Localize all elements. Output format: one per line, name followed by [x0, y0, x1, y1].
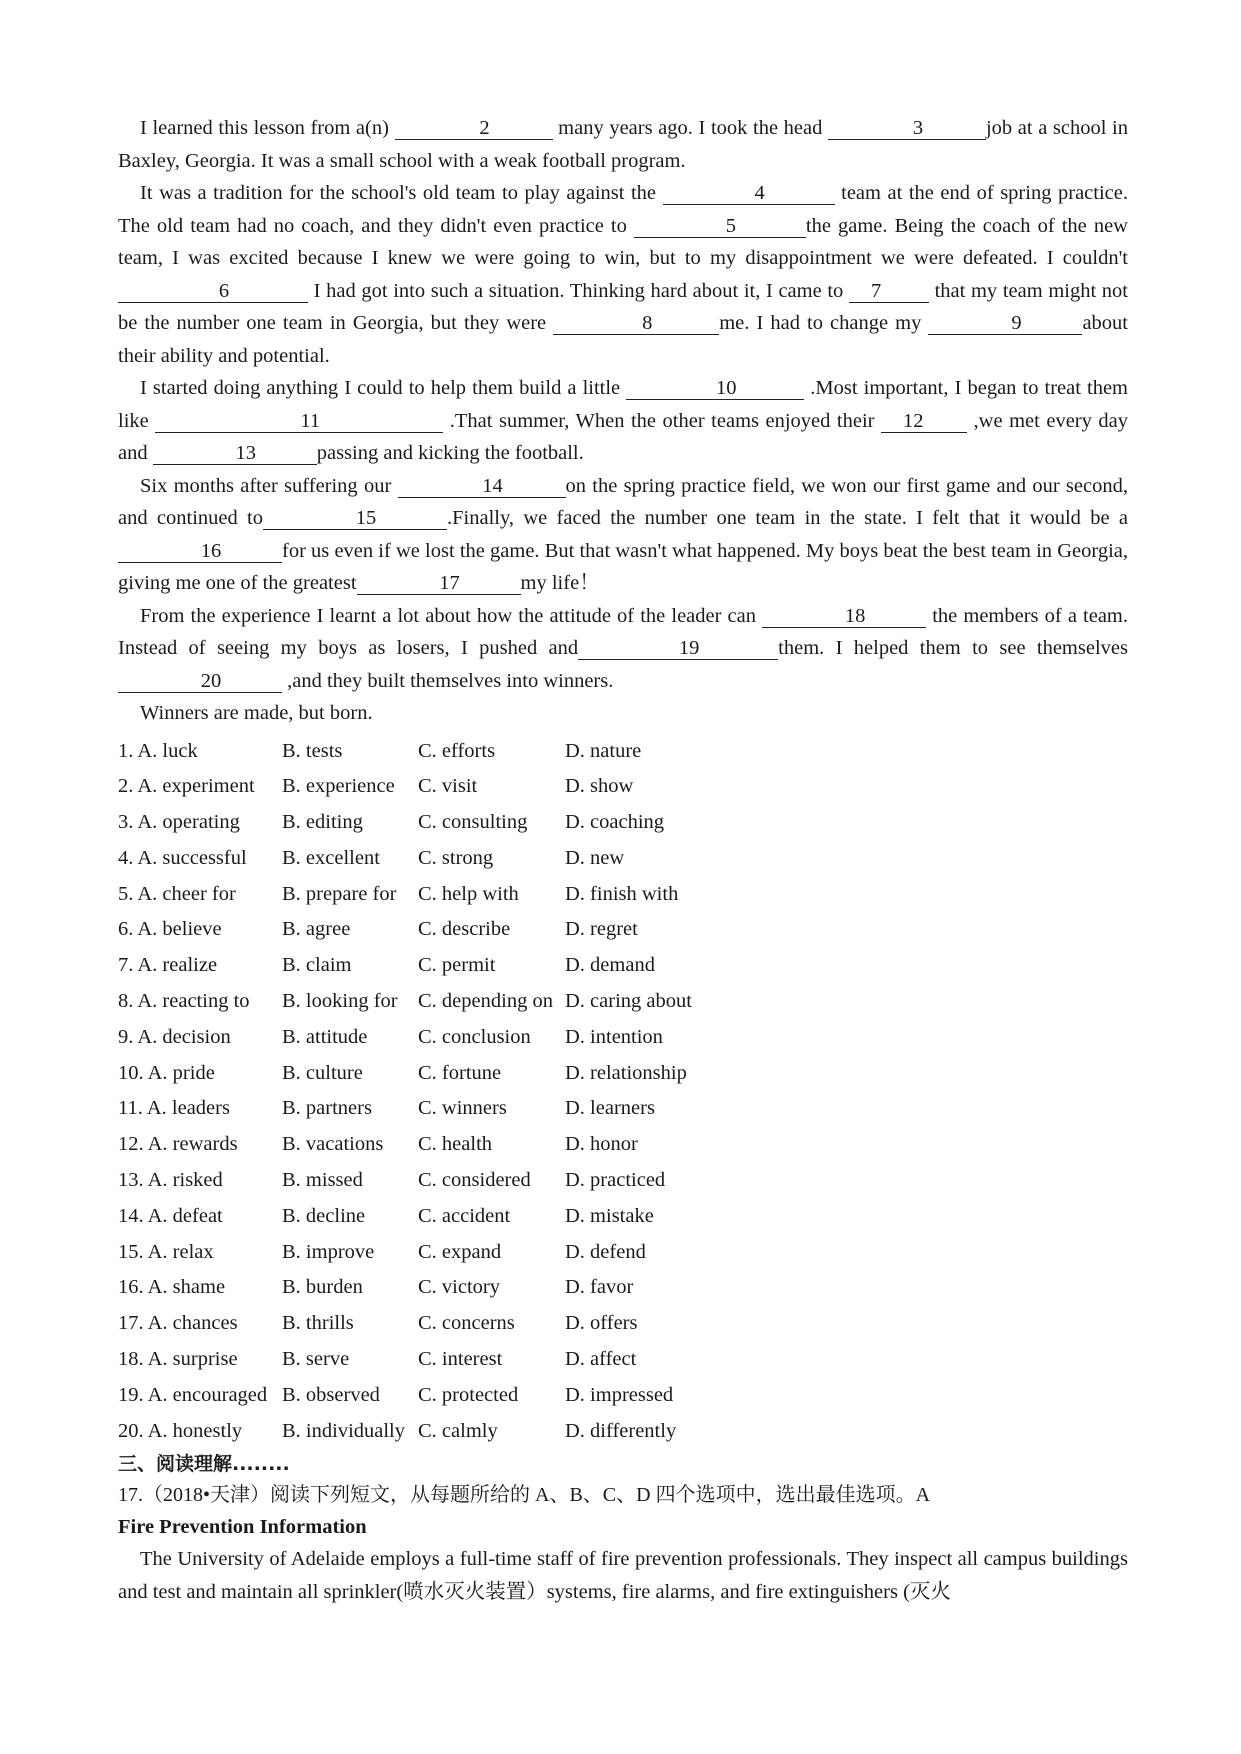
option-a: 2. A. experiment — [118, 775, 255, 798]
option-b: B. vacations — [282, 1133, 384, 1156]
option-d: D. honor — [565, 1133, 638, 1156]
option-row — [118, 1091, 1128, 1127]
option-c: C. calmly — [418, 1419, 498, 1442]
option-b: B. agree — [282, 918, 351, 941]
option-d: D. demand — [565, 954, 655, 977]
option-d: D. coaching — [565, 811, 665, 834]
document-page — [118, 112, 1128, 1608]
option-a: 15. A. relax — [118, 1240, 214, 1263]
option-d: D. nature — [565, 739, 642, 762]
option-c: C. efforts — [418, 739, 496, 762]
option-c: C. victory — [418, 1276, 500, 1299]
option-c: C. visit — [418, 775, 478, 798]
blank-13: 13 — [153, 442, 317, 465]
option-d: D. caring about — [565, 990, 692, 1013]
passage-paragraph-4: Six months after suffering our 14 on the spring practice field, we won our first game and our second, and continued to 15 .Finally, we faced the number one team in the state. I felt that it would be a 16 for us even if we lost the game. But that wasn't what happened. My boys beat the best team in Georgia, giving me one of the greatest 17 my life！ — [118, 474, 1128, 594]
option-a: 20. A. honestly — [118, 1419, 243, 1442]
option-row — [118, 805, 1128, 841]
blank-14: 14 — [398, 475, 566, 498]
blank-8: 8 — [553, 312, 719, 335]
option-a: 3. A. operating — [118, 811, 240, 834]
passage-paragraph-3: I started doing anything I could to help them build a little 10 .Most important, I began to treat them like 11 .That summer, When the other teams enjoyed their 12 ,we met every day and 13 passing and kicking the football. — [118, 377, 1128, 464]
option-a: 17. A. chances — [118, 1312, 238, 1335]
option-row — [118, 734, 1128, 770]
option-b: B. claim — [282, 954, 352, 977]
option-c: C. help with — [418, 882, 519, 905]
option-d: D. show — [565, 775, 634, 798]
option-a: 8. A. reacting to — [118, 990, 250, 1013]
reading-title: Fire Prevention Information — [118, 1516, 367, 1539]
passage-closing-line: Winners are made, but born. — [140, 702, 373, 724]
option-c: C. strong — [418, 846, 494, 869]
option-c: C. depending on — [418, 990, 553, 1013]
option-row — [118, 1235, 1128, 1271]
option-a: 18. A. surprise — [118, 1348, 238, 1371]
option-d: D. impressed — [565, 1383, 674, 1406]
blank-12: 12 — [881, 410, 967, 433]
option-b: B. tests — [282, 739, 343, 762]
option-row — [118, 1056, 1128, 1092]
option-c: C. winners — [418, 1097, 507, 1120]
option-b: B. improve — [282, 1240, 375, 1263]
option-c: C. accident — [418, 1204, 511, 1227]
option-c: C. expand — [418, 1240, 502, 1263]
option-row — [118, 912, 1128, 948]
blank-7: 7 — [849, 280, 929, 303]
blank-9: 9 — [928, 312, 1082, 335]
option-b: B. prepare for — [282, 882, 397, 905]
option-d: D. intention — [565, 1025, 663, 1048]
option-row — [118, 948, 1128, 984]
blank-15: 15 — [263, 507, 447, 530]
blank-6: 6 — [118, 280, 308, 303]
blank-11: 11 — [155, 410, 443, 433]
blank-2: 2 — [395, 117, 553, 140]
option-a: 11. A. leaders — [118, 1097, 230, 1120]
option-b: B. individually — [282, 1419, 405, 1442]
option-b: B. excellent — [282, 846, 380, 869]
option-c: C. considered — [418, 1169, 531, 1192]
option-c: C. consulting — [418, 811, 528, 834]
option-row — [118, 1127, 1128, 1163]
option-row — [118, 1199, 1128, 1235]
option-c: C. fortune — [418, 1061, 502, 1084]
option-c: C. permit — [418, 954, 496, 977]
option-row — [118, 1342, 1128, 1378]
option-d: D. mistake — [565, 1204, 654, 1227]
blank-20: 20 — [118, 670, 282, 693]
option-b: B. looking for — [282, 990, 398, 1013]
option-d: D. regret — [565, 918, 638, 941]
option-b: B. missed — [282, 1169, 363, 1192]
option-a: 16. A. shame — [118, 1276, 226, 1299]
option-d: D. offers — [565, 1312, 638, 1335]
option-a: 10. A. pride — [118, 1061, 215, 1084]
option-b: B. thrills — [282, 1312, 354, 1335]
option-b: B. editing — [282, 811, 363, 834]
passage-paragraph-1: I learned this lesson from a(n) 2 many years ago. I took the head 3 job at a school in Baxley, Georgia. It was a small school with a weak football program. — [118, 117, 1128, 172]
option-a: 13. A. risked — [118, 1169, 223, 1192]
option-a: 4. A. successful — [118, 846, 247, 869]
option-a: 12. A. rewards — [118, 1133, 238, 1156]
option-d: D. finish with — [565, 882, 679, 905]
option-row — [118, 984, 1128, 1020]
option-row — [118, 1020, 1128, 1056]
option-row — [118, 877, 1128, 913]
blank-3: 3 — [828, 117, 986, 140]
option-a: 19. A. encouraged — [118, 1383, 268, 1406]
option-d: D. learners — [565, 1097, 655, 1120]
option-a: 14. A. defeat — [118, 1204, 223, 1227]
option-a: 7. A. realize — [118, 954, 218, 977]
blank-17: 17 — [357, 572, 521, 595]
option-d: D. differently — [565, 1419, 677, 1442]
option-a: 1. A. luck — [118, 739, 198, 762]
option-d: D. affect — [565, 1348, 637, 1371]
blank-10: 10 — [626, 377, 804, 400]
option-a: 9. A. decision — [118, 1025, 231, 1048]
option-row — [118, 1306, 1128, 1342]
option-c: C. concerns — [418, 1312, 515, 1335]
option-c: C. conclusion — [418, 1025, 531, 1048]
option-c: C. describe — [418, 918, 511, 941]
option-d: D. new — [565, 846, 625, 869]
option-c: C. health — [418, 1133, 493, 1156]
option-c: C. interest — [418, 1348, 503, 1371]
blank-19: 19 — [578, 637, 778, 660]
option-b: B. serve — [282, 1348, 350, 1371]
option-b: B. burden — [282, 1276, 363, 1299]
section-title: 三、阅读理解........ — [118, 1453, 290, 1476]
blank-5: 5 — [634, 215, 806, 238]
option-row — [118, 1270, 1128, 1306]
option-a: 6. A. believe — [118, 918, 222, 941]
option-row — [118, 1414, 1128, 1450]
reading-body: The University of Adelaide employs a full-time staff of fire prevention professionals. They inspect all campus buildings and test and maintain all sprinkler(喷水灭火装置）systems, fire alarms, and fire extinguishers (灭火 — [118, 1548, 1128, 1603]
option-row — [118, 769, 1128, 805]
option-b: B. partners — [282, 1097, 372, 1120]
question-intro: 17.（2018•天津）阅读下列短文，从每题所给的 A、B、C、D 四个选项中，选出最佳选项。A — [118, 1484, 931, 1507]
option-b: B. decline — [282, 1204, 366, 1227]
blank-4: 4 — [663, 182, 835, 205]
option-b: B. attitude — [282, 1025, 368, 1048]
option-d: D. defend — [565, 1240, 646, 1263]
option-b: B. culture — [282, 1061, 363, 1084]
option-b: B. experience — [282, 775, 395, 798]
blank-18: 18 — [762, 605, 926, 628]
option-row — [118, 1378, 1128, 1414]
option-a: 5. A. cheer for — [118, 882, 236, 905]
option-row — [118, 841, 1128, 877]
options-list — [118, 734, 1128, 1450]
passage-paragraph-5: From the experience I learnt a lot about how the attitude of the leader can 18 the members of a team. Instead of seeing my boys as losers, I pushed and 19 them. I helped them to see themselves 20 ,and they built themselves into winners. — [118, 604, 1128, 692]
option-d: D. practiced — [565, 1169, 666, 1192]
option-d: D. favor — [565, 1276, 634, 1299]
option-row — [118, 1163, 1128, 1199]
option-d: D. relationship — [565, 1061, 687, 1084]
passage-paragraph-2: It was a tradition for the school's old team to play against the 4 team at the end of spring practice. The old team had no coach, and they didn't even practice to 5 the game. Being the coach of the new team, I was excited because I knew we were going to win, but to my disappointment we were defeated. I couldn't 6 I had got into such a situation. Thinking hard about it, I came to 7 that my team might not be the number one team in Georgia, but they were 8 me. I had to change my 9 about their ability and potential. — [118, 182, 1129, 367]
option-c: C. protected — [418, 1383, 519, 1406]
blank-16: 16 — [118, 540, 282, 563]
option-b: B. observed — [282, 1383, 380, 1406]
